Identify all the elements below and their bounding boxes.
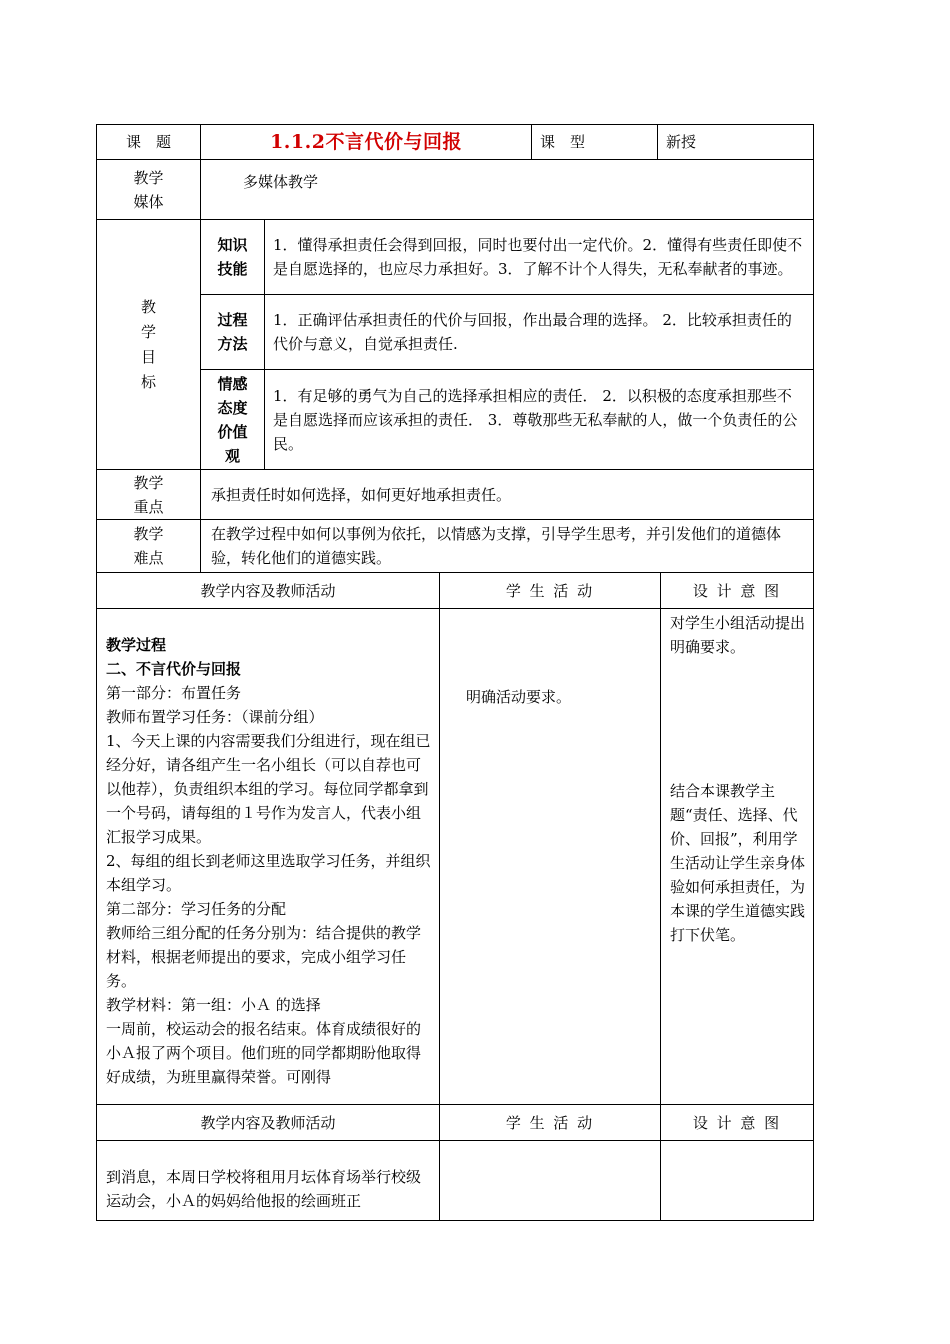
media-label xyxy=(97,160,201,220)
goal-knowledge-label xyxy=(201,220,265,295)
design-intent-1: 对学生小组活动提出明确要求。 xyxy=(670,614,806,656)
goal-knowledge-label-line2: 技能 xyxy=(217,260,248,278)
topic-label: 课 题 xyxy=(97,125,201,160)
process-line: 一周前，校运动会的报名结束。体育成绩很好的小Ａ报了两个项目。他们班的同学都期盼他取得好成绩，为班里赢得荣誉。可刚得 xyxy=(106,1020,422,1086)
goals-label-char: 教 xyxy=(140,297,156,316)
col-header-student-repeat: 学 生 活 动 xyxy=(440,1105,661,1141)
goal-process-label xyxy=(201,295,265,370)
goal-emotion-text: 1．有足够的勇气为自己的选择承担相应的责任． 2．以积极的态度承担那些不是自愿选择而应该承担的责任． 3．尊敬那些无私奉献的人，做一个负责任的公民。 xyxy=(265,370,814,470)
continuation-cell xyxy=(97,1141,440,1221)
goals-label xyxy=(97,220,201,470)
design-intent-cell xyxy=(661,609,814,1105)
col-header-teacher: 教学内容及教师活动 xyxy=(97,573,440,609)
col-header-design-repeat: 设 计 意 图 xyxy=(661,1105,814,1141)
process-line: 第二部分：学习任务的分配 xyxy=(106,900,287,918)
goal-emotion-label-line3: 价值 xyxy=(217,422,248,441)
goals-label-char: 目 xyxy=(140,347,156,366)
difficulty-label xyxy=(97,520,201,573)
goal-process-text: 1．正确评估承担责任的代价与回报，作出最合理的选择。 2．比较承担责任的代价与意义，自觉承担责任. xyxy=(265,295,814,370)
lesson-title: 1.1.2不言代价与回报 xyxy=(201,125,532,160)
process-subheading: 二、不言代价与回报 xyxy=(106,660,242,678)
col-header-teacher-repeat: 教学内容及教师活动 xyxy=(97,1105,440,1141)
process-line: 1、今天上课的内容需要我们分组进行，现在组已经分好，请各组产生一名小组长（可以自荐也可以他荐），负责组织本组的学习。每位同学都拿到一个号码，请每组的１号作为发言人，代表小组汇报学习成果。 xyxy=(106,732,431,846)
design-intent-2: 结合本课教学主题“责任、选择、代价、回报”，利用学生活动让学生亲身体验如何承担责任，为本课的学生道德实践打下伏笔。 xyxy=(670,782,806,944)
col-header-design: 设 计 意 图 xyxy=(661,573,814,609)
goal-emotion-label-line2: 态度 xyxy=(217,398,248,417)
goal-knowledge-text: 1．懂得承担责任会得到回报，同时也要付出一定代价。2．懂得有些责任即使不是自愿选择的，也应尽力承担好。3．了解不计个人得失，无私奉献者的事迹。 xyxy=(265,220,814,295)
key-point-value: 承担责任时如何选择，如何更好地承担责任。 xyxy=(201,470,814,520)
goal-emotion-label-line4: 观 xyxy=(224,446,240,465)
process-line: 教师给三组分配的任务分别为：结合提供的教学材料，根据老师提出的要求，完成小组学习任务。 xyxy=(106,924,422,990)
process-line: 第一部分：布置任务 xyxy=(106,684,242,702)
goal-knowledge-label-line1: 知识 xyxy=(217,236,248,254)
process-heading: 教学过程 xyxy=(106,636,167,654)
media-value xyxy=(201,160,814,220)
lesson-process-table xyxy=(96,572,814,1221)
teacher-activity-cell xyxy=(97,609,440,1105)
process-line: 教学材料：第一组：小Ａ 的选择 xyxy=(106,996,321,1014)
difficulty-value: 在教学过程中如何以事例为依托，以情感为支撑，引导学生思考，并引发他们的道德体验，转化他们的道德实践。 xyxy=(201,520,814,573)
key-point-label-line1: 教学 xyxy=(133,473,164,492)
process-line: 教师布置学习任务：（课前分组） xyxy=(106,708,324,726)
goals-label-char: 标 xyxy=(140,372,156,391)
lesson-type-label: 课 型 xyxy=(532,125,658,160)
student-activity-text: 明确活动要求。 xyxy=(466,688,572,706)
goals-label-char: 学 xyxy=(140,322,156,341)
continuation-student-cell xyxy=(440,1141,661,1221)
student-activity-cell xyxy=(440,609,661,1105)
process-line: 2、每组的组长到老师这里选取学习任务，并组织本组学习。 xyxy=(106,852,431,894)
goal-process-label-line1: 过程 xyxy=(217,311,248,329)
continuation-text: 到消息，本周日学校将租用月坛体育场举行校级运动会，小Ａ的妈妈给他报的绘画班正 xyxy=(106,1168,422,1210)
lesson-header-table xyxy=(96,124,814,573)
continuation-design-cell xyxy=(661,1141,814,1221)
key-point-label xyxy=(97,470,201,520)
difficulty-label-line2: 难点 xyxy=(133,549,164,567)
media-value-text: 多媒体教学 xyxy=(243,172,319,191)
lesson-type-value: 新授 xyxy=(658,125,814,160)
goal-emotion-label-line1: 情感 xyxy=(217,374,248,393)
difficulty-label-line1: 教学 xyxy=(133,525,164,543)
key-point-label-line2: 重点 xyxy=(133,497,164,516)
goal-emotion-label xyxy=(201,370,265,470)
col-header-student: 学 生 活 动 xyxy=(440,573,661,609)
media-label-line1: 教学 xyxy=(133,168,164,187)
goal-process-label-line2: 方法 xyxy=(217,335,248,353)
media-label-line2: 媒体 xyxy=(133,192,164,211)
